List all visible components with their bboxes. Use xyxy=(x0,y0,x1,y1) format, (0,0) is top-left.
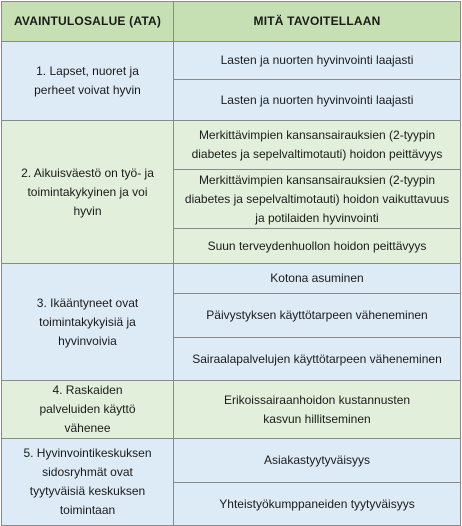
goals-table xyxy=(1,1,461,526)
goal-cell: Sairaalapalvelujen käyttötarpeen väheneminen xyxy=(174,338,461,381)
goal-cell: Merkittävimpien kansansairauksien (2-tyypin diabetes ja sepelvaltimotauti) hoidon vaikuttavuus ja potilaiden hyvinvointi xyxy=(174,170,461,229)
area-cell-3: 3. Ikääntyneet ovat toimintakykyisiä ja hyvinvoivia xyxy=(2,264,174,381)
area-cell-4: 4. Raskaiden palveluiden käyttö vähenee xyxy=(2,381,174,439)
goal-cell: Lasten ja nuorten hyvinvointi laajasti xyxy=(174,42,461,80)
table-row xyxy=(2,381,461,439)
goal-cell: Kotona asuminen xyxy=(174,264,461,294)
goal-cell: Merkittävimpien kansansairauksien (2-tyypin diabetes ja sepelvaltimotauti) hoidon peittävyys xyxy=(174,121,461,170)
goal-cell: Lasten ja nuorten hyvinvointi laajasti xyxy=(174,80,461,121)
header-row xyxy=(2,2,461,42)
table-row xyxy=(2,439,461,483)
table-row xyxy=(2,121,461,170)
header-key-result-area: AVAINTULOSALUE (ATA) xyxy=(2,2,174,42)
goal-cell: Päivystyksen käyttötarpeen väheneminen xyxy=(174,294,461,338)
area-cell-1: 1. Lapset, nuoret ja perheet voivat hyvin xyxy=(2,42,174,121)
header-goals: MITÄ TAVOITELLAAN xyxy=(174,2,461,42)
table-row xyxy=(2,264,461,294)
area-cell-2: 2. Aikuisväestö on työ- ja toimintakykyinen ja voi hyvin xyxy=(2,121,174,264)
area-cell-5: 5. Hyvinvointikeskuksen sidosryhmät ovat tyytyväisiä keskuksen toimintaan xyxy=(2,439,174,526)
table-row xyxy=(2,42,461,80)
goal-cell: Yhteistyökumppaneiden tyytyväisyys xyxy=(174,483,461,526)
goal-cell: Erikoissairaanhoidon kustannusten kasvun hillitseminen xyxy=(174,381,461,439)
goal-cell: Asiakastyytyväisyys xyxy=(174,439,461,483)
goal-cell: Suun terveydenhuollon hoidon peittävyys xyxy=(174,229,461,264)
